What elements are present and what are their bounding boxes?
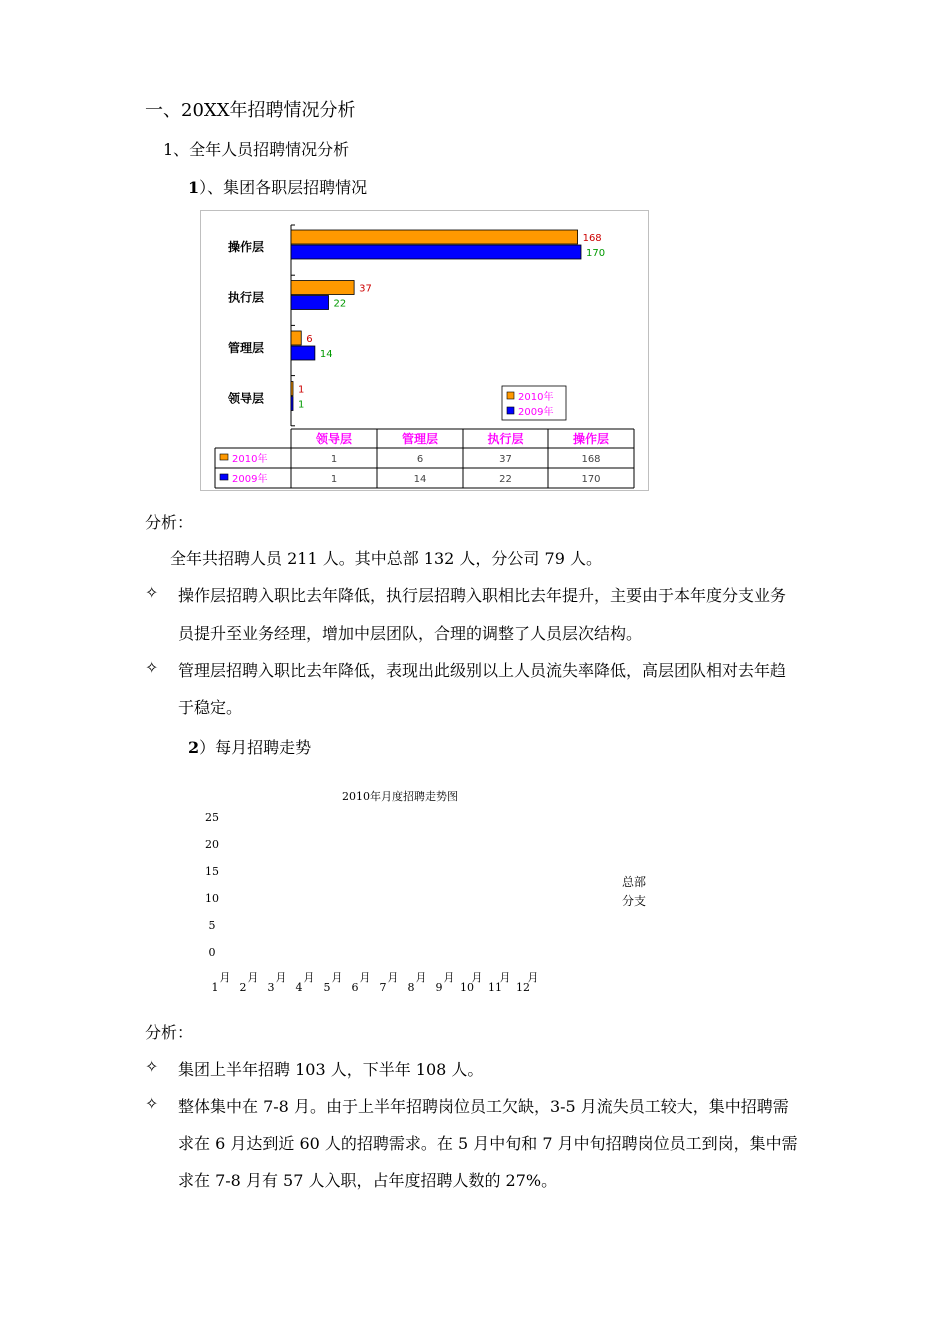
- bullet-text-line: 整体集中在 7-8 月。由于上半年招聘岗位员工欠缺，3-5 月流失员工较大，集中招聘需: [178, 1097, 789, 1116]
- table-cell: 1: [330, 454, 338, 465]
- bar-value-label: 14: [319, 349, 333, 360]
- bullet-text-line: 求在 6 月达到近 60 人的招聘需求。在 5 月中旬和 7 月中旬招聘岗位员工到岗，集中需: [178, 1134, 798, 1153]
- table-header-cell: 操作层: [572, 432, 610, 446]
- x-tick-month-suffix: 月: [303, 971, 315, 984]
- category-label: 领导层: [228, 391, 265, 406]
- bullet-text-line: 于稳定。: [178, 698, 243, 717]
- x-tick-month-suffix: 月: [415, 971, 427, 984]
- x-tick-month-number: 9: [435, 981, 443, 994]
- x-tick-month-suffix: 月: [219, 971, 231, 984]
- bullet-text-line: 员提升至业务经理，增加中层团队，合理的调整了人员层次结构。: [178, 624, 643, 643]
- table-row-label: 2010年: [232, 454, 268, 465]
- category-label: 操作层: [228, 240, 265, 254]
- table-cell: 6: [416, 454, 424, 465]
- bullet-icon: ✧: [145, 1057, 159, 1076]
- monthly-trend-chart: [195, 780, 665, 1005]
- x-tick-month-suffix: 月: [499, 971, 511, 984]
- bar-value-label: 37: [359, 283, 372, 295]
- table-cell: 1: [330, 474, 338, 485]
- x-tick-month-number: 4: [295, 981, 303, 994]
- bar: [291, 382, 293, 396]
- x-tick-month-suffix: 月: [275, 971, 287, 984]
- legend-label: 分支: [622, 894, 647, 908]
- x-tick-month-number: 6: [351, 981, 359, 994]
- x-tick-month-number: 8: [407, 981, 415, 994]
- y-tick-label: 15: [205, 865, 219, 878]
- x-tick-month-number: 5: [323, 981, 331, 994]
- chart1-heading: 1）、集团各职层招聘情况: [188, 178, 368, 197]
- x-tick-month-number: 12: [516, 981, 530, 994]
- bar: [291, 245, 581, 259]
- legend-label: 总部: [622, 875, 647, 889]
- table-cell: 14: [413, 474, 427, 485]
- table-header-cell: 管理层: [401, 432, 439, 446]
- y-tick-label: 0: [208, 946, 216, 959]
- table-row-swatch: [220, 454, 228, 460]
- analysis-summary: 全年共招聘人员 211 人。其中总部 132 人，分公司 79 人。: [170, 549, 602, 568]
- y-tick-label: 20: [205, 838, 219, 851]
- bar: [291, 296, 329, 310]
- table-header-cell: 执行层: [487, 432, 524, 446]
- legend-label: 2009年: [518, 407, 554, 418]
- x-tick-month-suffix: 月: [359, 971, 371, 984]
- analysis-label: 分析：: [145, 1023, 194, 1042]
- x-tick-month-number: 10: [460, 981, 474, 994]
- legend-swatch: [507, 392, 514, 399]
- bar-value-label: 1: [298, 399, 305, 411]
- analysis-label: 分析：: [145, 513, 194, 532]
- x-tick-month-number: 2: [239, 981, 247, 994]
- bullet-text-line: 操作层招聘入职比去年降低，执行层招聘入职相比去年提升，主要由于本年度分支业务: [178, 586, 787, 605]
- x-tick-month-number: 11: [488, 981, 502, 994]
- x-tick-month-number: 1: [211, 981, 219, 994]
- chart2-heading: 2）每月招聘走势: [188, 738, 312, 757]
- bar-value-label: 1: [298, 384, 305, 396]
- bullet-text-line: 管理层招聘入职比去年降低，表现出此级别以上人员流失率降低，高层团队相对去年趋: [178, 661, 787, 680]
- bar: [291, 331, 301, 345]
- bar-value-label: 6: [306, 334, 313, 345]
- category-label: 执行层: [228, 290, 265, 305]
- y-tick-label: 10: [205, 892, 219, 905]
- bullet-icon: ✧: [145, 583, 159, 602]
- x-tick-month-suffix: 月: [443, 971, 455, 984]
- bar: [291, 346, 315, 360]
- bar: [291, 281, 354, 295]
- bar: [291, 230, 578, 244]
- bullet-text-line: 求在 7-8 月有 57 人入职，占年度招聘人数的 27%。: [178, 1171, 558, 1190]
- bullet-text-line: 集团上半年招聘 103 人，下半年 108 人。: [178, 1060, 484, 1079]
- bar-value-label: 170: [586, 248, 606, 259]
- table-row-label: 2009年: [232, 474, 268, 485]
- x-tick-month-suffix: 月: [331, 971, 343, 984]
- table-header-cell: 领导层: [315, 432, 353, 446]
- y-tick-label: 5: [208, 919, 216, 932]
- section-title: 一、20XX年招聘情况分析: [145, 100, 356, 121]
- table-row-swatch: [220, 474, 228, 480]
- x-tick-month-suffix: 月: [527, 971, 539, 984]
- x-tick-month-suffix: 月: [247, 971, 259, 984]
- chart2-title: 2010年月度招聘走势图: [342, 790, 458, 803]
- y-tick-label: 25: [205, 811, 219, 824]
- bullet-icon: ✧: [145, 1094, 159, 1113]
- bullet-icon: ✧: [145, 658, 159, 677]
- job-level-bar-chart: [200, 210, 650, 492]
- x-tick-month-suffix: 月: [387, 971, 399, 984]
- table-cell: 37: [499, 454, 512, 465]
- x-tick-month-suffix: 月: [471, 971, 483, 984]
- table-cell: 170: [581, 474, 601, 485]
- legend-swatch: [507, 407, 514, 414]
- legend-label: 2010年: [518, 392, 554, 403]
- table-cell: 168: [581, 454, 601, 465]
- subsection-title: 1、全年人员招聘情况分析: [163, 140, 350, 159]
- x-tick-month-number: 7: [379, 981, 387, 994]
- bar: [291, 397, 293, 411]
- bar-value-label: 22: [333, 298, 347, 310]
- bar-value-label: 168: [582, 233, 602, 244]
- table-cell: 22: [499, 474, 512, 485]
- x-tick-month-number: 3: [267, 981, 275, 994]
- category-label: 管理层: [228, 341, 265, 355]
